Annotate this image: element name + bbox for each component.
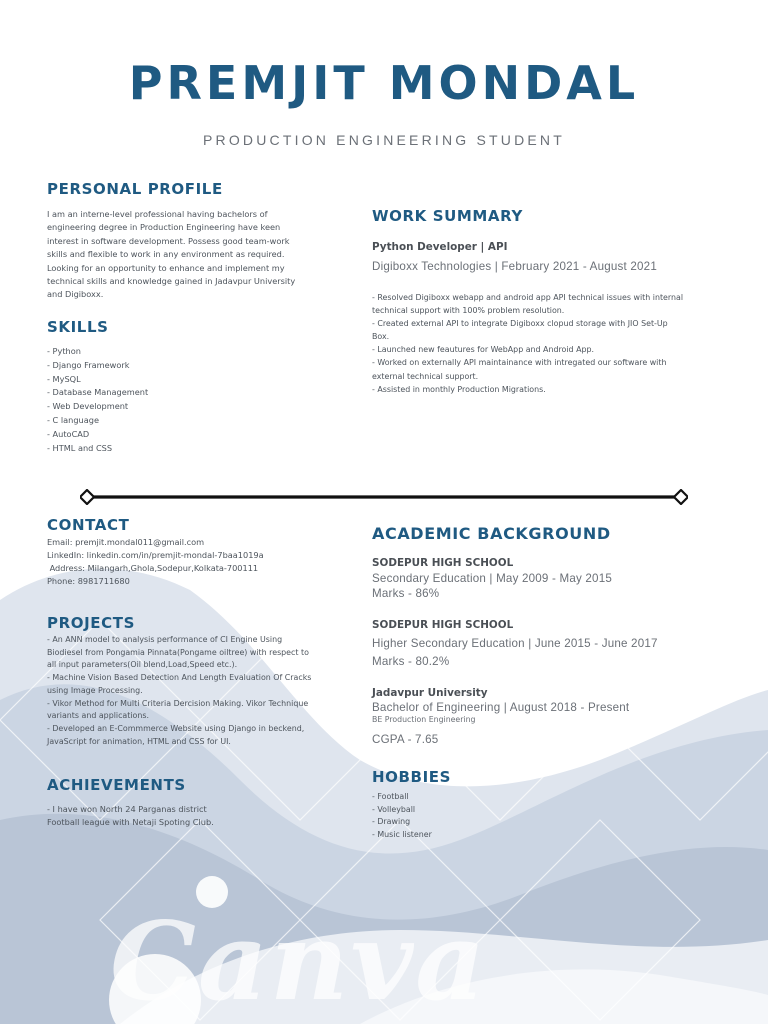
skill-item: - AutoCAD (47, 428, 90, 439)
hobby-item: - Music listener (372, 829, 432, 839)
personal-profile-heading: PERSONAL PROFILE (47, 180, 223, 198)
section-divider (80, 489, 688, 505)
university-cgpa: CGPA - 7.65 (372, 733, 439, 746)
achievement-line: - I have won North 24 Parganas district (47, 804, 207, 814)
profile-line: technical skills and knowledge gained in Jadavpur University (47, 276, 296, 287)
skills-heading: SKILLS (47, 318, 109, 336)
university-branch: BE Production Engineering (372, 715, 476, 724)
work-detail-line: - Worked on externally API maintainance with intregated our software with (372, 358, 667, 368)
contact-details (47, 536, 264, 588)
project-line: all input parameters(Oil blend,Load,Speed etc.). (47, 660, 238, 670)
achievement-line: Football league with Netaji Spoting Club. (47, 817, 214, 828)
skill-item: - C language (47, 414, 99, 425)
academic-heading: ACADEMIC BACKGROUND (372, 524, 611, 543)
contact-linkedin[interactable]: LinkedIn: linkedin.com/in/premjit-mondal-7baa1019a (47, 550, 264, 561)
profile-line: I am an interne-level professional having bachelors of (47, 209, 268, 219)
project-line: using Image Processing. (47, 685, 143, 695)
skill-item: - HTML and CSS (47, 442, 113, 453)
project-line: JavaScript for animation, HTML and CSS for UI. (47, 736, 231, 746)
project-line: Biodiesel from Pongamia Pinnata(Pongame oiltree) with respect to (47, 647, 309, 657)
canva-watermark: Canva (110, 899, 488, 1025)
work-detail-line: - Created external API to integrate Digiboxx clopud storage with JIO Set-Up (372, 319, 668, 329)
work-details (372, 291, 683, 396)
contact-heading: CONTACT (47, 516, 130, 534)
skill-item: - Database Management (47, 387, 149, 398)
candidate-name: PREMJIT MONDAL (128, 56, 640, 110)
project-line: - Vikor Method for Multi Criteria Dercision Making. Vikor Technique (47, 698, 309, 708)
skill-item: - Django Framework (47, 359, 130, 370)
work-detail-line: - Resolved Digiboxx webapp and android app API technical issues with internal (372, 293, 684, 302)
contact-address: Address: Milangarh,Ghola,Sodepur,Kolkata-700111 (47, 563, 259, 574)
school1-name: SODEPUR HIGH SCHOOL (372, 557, 514, 569)
contact-email[interactable]: Email: premjit.mondal011@gmail.com (47, 537, 205, 547)
skill-item: - Python (47, 346, 81, 356)
school2-marks: Marks - 80.2% (372, 655, 450, 668)
work-company: Digiboxx Technologies | February 2021 - August 2021 (372, 260, 657, 273)
hobbies-heading: HOBBIES (372, 768, 452, 786)
profile-line: Looking for an opportunity to enhance and implement my (47, 262, 285, 273)
hobby-item: - Drawing (372, 817, 411, 827)
school2-name: SODEPUR HIGH SCHOOL (372, 619, 514, 631)
school1-marks: Marks - 86% (372, 587, 440, 600)
work-role: Python Developer | API (372, 241, 508, 253)
skills-list (47, 345, 148, 455)
work-detail-line: - Launched new feautures for WebApp and Android App. (372, 345, 595, 355)
skill-item: - Web Development (47, 401, 129, 412)
project-line: - Developed an E-Commmerce Website using Django in beckend, (47, 723, 305, 733)
work-summary-heading: WORK SUMMARY (372, 207, 523, 225)
school1-detail: Secondary Education | May 2009 - May 2015 (372, 572, 613, 585)
hobby-item: - Volleyball (372, 804, 416, 814)
school2-detail: Higher Secondary Education | June 2015 - June 2017 (372, 637, 658, 650)
university-detail: Bachelor of Engineering | August 2018 - Present (372, 701, 630, 714)
work-detail-line: - Assisted in monthly Production Migrations. (372, 384, 546, 394)
hobbies-list (372, 791, 432, 841)
projects-heading: PROJECTS (47, 614, 135, 632)
candidate-subtitle: PRODUCTION ENGINEERING STUDENT (202, 132, 565, 148)
contact-phone[interactable]: Phone: 8981711680 (47, 576, 130, 587)
profile-line: skills and flexible to work in any environment as required. (47, 249, 285, 260)
work-detail-line: external technical support. (372, 371, 479, 381)
project-line: variants and applications. (47, 711, 149, 721)
work-detail-line: technical support with 100% problem resolution. (372, 306, 565, 316)
profile-line: interest in software development. Possess good team-work (47, 235, 290, 246)
work-detail-line: Box. (372, 332, 390, 342)
university-name: Jadavpur University (372, 687, 488, 699)
project-line: - An ANN model to analysis performance of CI Engine Using (47, 635, 283, 644)
achievements-details (47, 803, 214, 829)
personal-profile-text (47, 208, 295, 302)
profile-line: and Digiboxx. (47, 289, 104, 300)
projects-details (47, 634, 311, 748)
hobby-item: - Football (372, 792, 409, 801)
profile-line: engineering degree in Production Engineering have keen (47, 222, 281, 233)
skill-item: - MySQL (47, 373, 81, 384)
achievements-heading: ACHIEVEMENTS (47, 776, 186, 794)
project-line: - Machine Vision Based Detection And Length Evaluation Of Cracks (47, 673, 312, 683)
